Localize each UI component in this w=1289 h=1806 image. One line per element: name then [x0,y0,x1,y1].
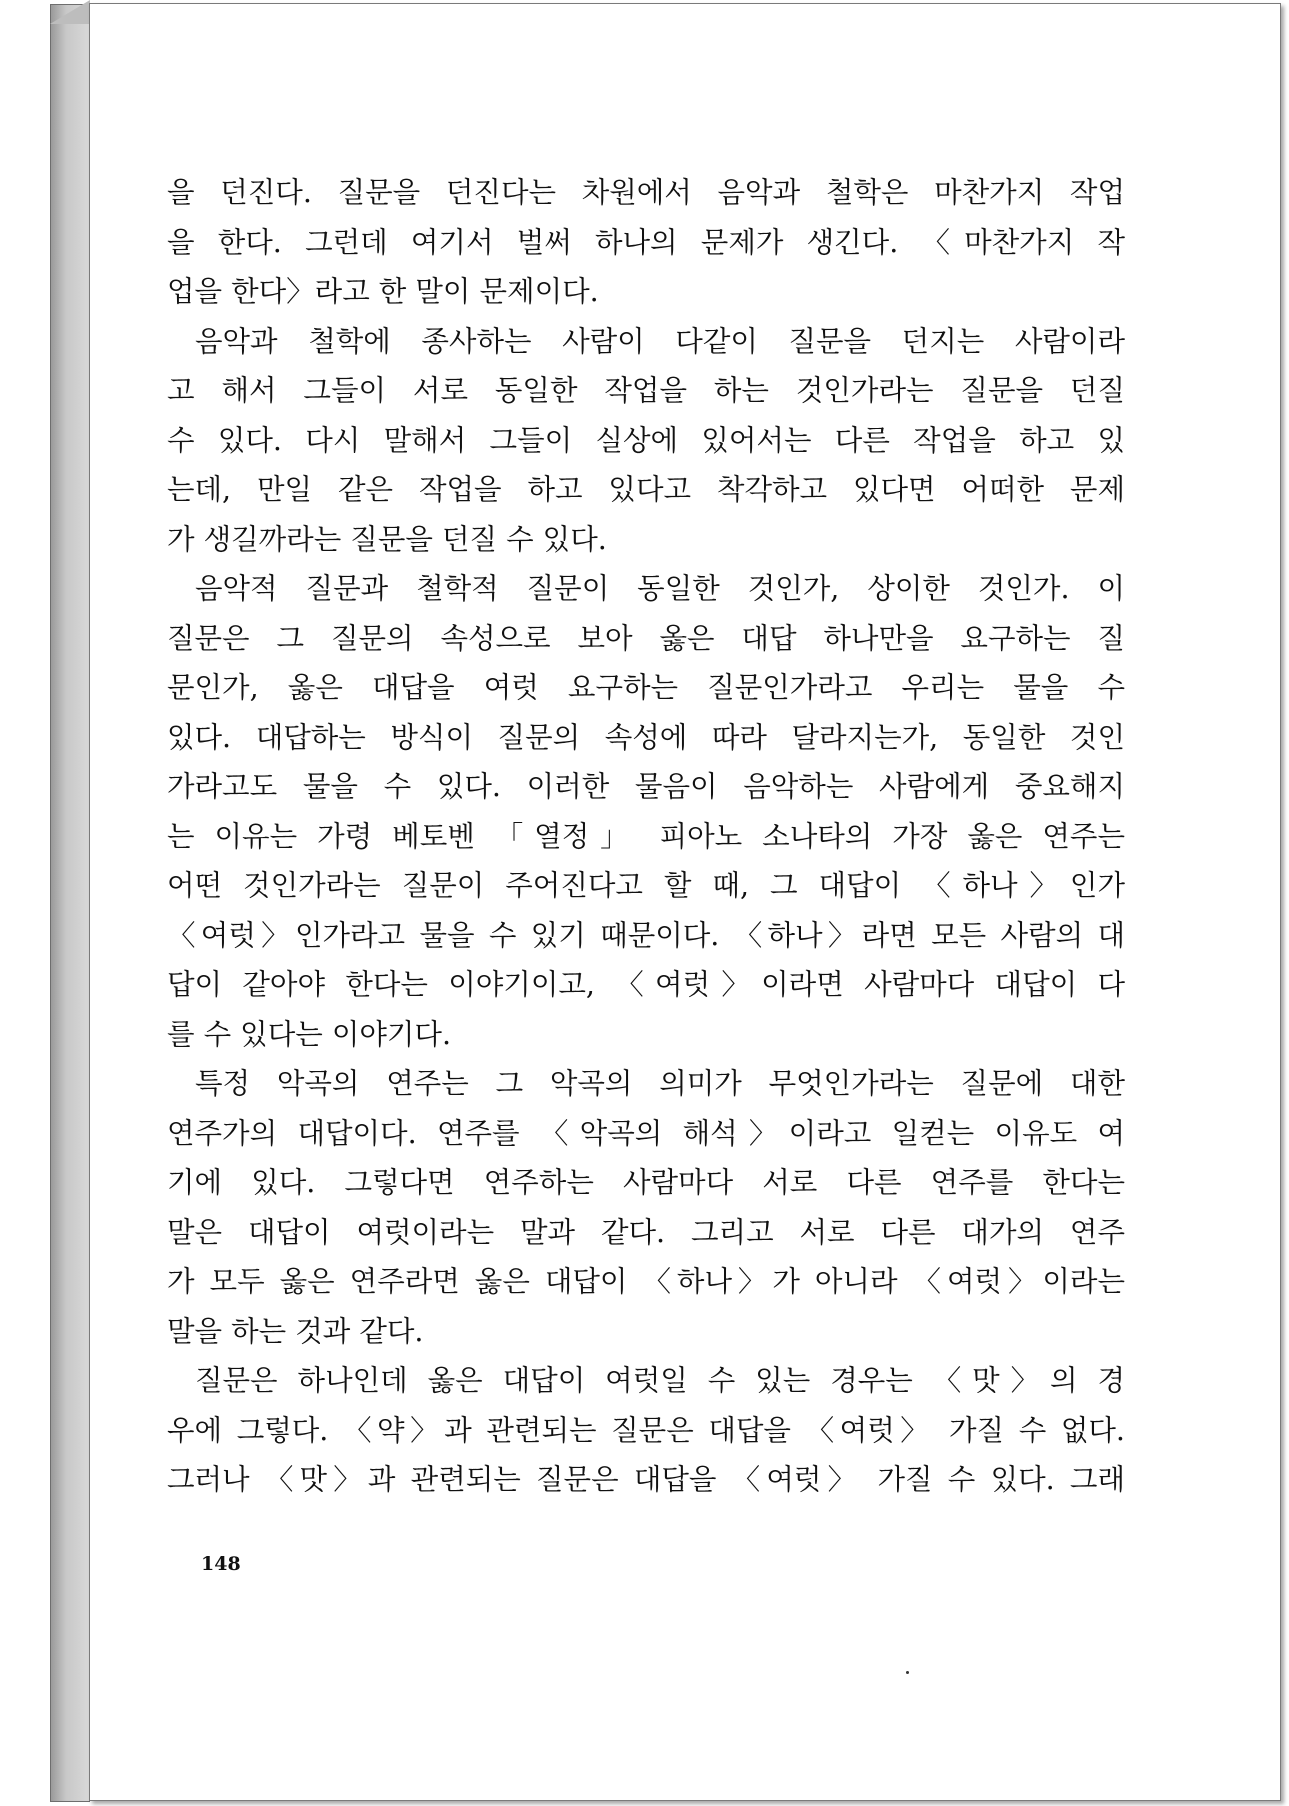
text-line: 는데, 만일 같은 작업을 하고 있다고 착각하고 있다면 어떠한 문제 [167,473,1125,506]
text-line: 특정 악곡의 연주는 그 악곡의 의미가 무엇인가라는 질문에 대한 [195,1067,1125,1100]
text-line: 가 생길까라는 질문을 던질 수 있다. [167,522,607,556]
text-line: 말을 하는 것과 같다. [167,1314,424,1348]
paragraph [167,1059,1125,1356]
paragraph [167,168,1125,317]
text-line: 질문은 하나인데 옳은 대답이 여럿일 수 있는 경우는 〈맛〉의 경 [195,1364,1125,1397]
text-line: 답이 같아야 한다는 이야기이고, 〈여럿〉이라면 사람마다 대답이 다 [167,968,1125,1001]
body-text [167,168,1125,1505]
text-line: 어떤 것인가라는 질문이 주어진다고 할 때, 그 대답이 〈하나〉인가 [167,869,1125,902]
text-line: 문인가, 옳은 대답을 여럿 요구하는 질문인가라고 우리는 물을 수 [167,671,1125,704]
text-line: 업을 한다〉라고 한 말이 문제이다. [167,275,599,308]
text-line: 질문은 그 질문의 속성으로 보아 옳은 대답 하나만을 요구하는 질 [167,621,1125,655]
text-line: 을 던진다. 질문을 던진다는 차원에서 음악과 철학은 마찬가지 작업 [167,176,1125,209]
text-line: 우에 그렇다. 〈약〉과 관련되는 질문은 대답을 〈여럿〉 가질 수 없다. [167,1413,1125,1447]
paragraph [167,1356,1125,1505]
text-line: 가 모두 옳은 연주라면 옳은 대답이 〈하나〉가 아니라 〈여럿〉이라는 [167,1265,1125,1298]
text-line: 말은 대답이 여럿이라는 말과 같다. 그리고 서로 다른 대가의 연주 [167,1215,1125,1249]
text-line: 〈여럿〉인가라고 물을 수 있기 때문이다. 〈하나〉라면 모든 사람의 대 [167,918,1125,952]
text-line: 연주가의 대답이다. 연주를 〈악곡의 해석〉이라고 일컫는 이유도 여 [167,1116,1125,1150]
text-line: 가라고도 물을 수 있다. 이러한 물음이 음악하는 사람에게 중요해지 [167,770,1125,803]
paragraph [167,564,1125,1059]
text-line: 음악과 철학에 종사하는 사람이 다같이 질문을 던지는 사람이라 [195,324,1125,358]
text-line: 그러나 〈맛〉과 관련되는 질문은 대답을 〈여럿〉 가질 수 있다. 그래 [167,1463,1125,1496]
paragraph [167,317,1125,565]
text-line: 를 수 있다는 이야기다. [167,1017,452,1051]
text-line: 기에 있다. 그렇다면 연주하는 사람마다 서로 다른 연주를 한다는 [167,1166,1125,1199]
scan-speck [906,1671,909,1674]
text-line: 을 한다. 그런데 여기서 벌써 하나의 문제가 생긴다. 〈마찬가지 작 [167,225,1125,259]
page-number: 148 [201,1553,241,1575]
text-line: 는 이유는 가령 베토벤 「열정」 피아노 소나타의 가장 옳은 연주는 [167,819,1125,853]
text-line: 음악적 질문과 철학적 질문이 동일한 것인가, 상이한 것인가. 이 [195,572,1125,605]
text-line: 있다. 대답하는 방식이 질문의 속성에 따라 달라지는가, 동일한 것인 [167,720,1125,754]
book-spine [50,4,90,1802]
text-line: 수 있다. 다시 말해서 그들이 실상에 있어서는 다른 작업을 하고 있 [167,423,1125,457]
text-line: 고 해서 그들이 서로 동일한 작업을 하는 것인가라는 질문을 던질 [167,374,1125,407]
